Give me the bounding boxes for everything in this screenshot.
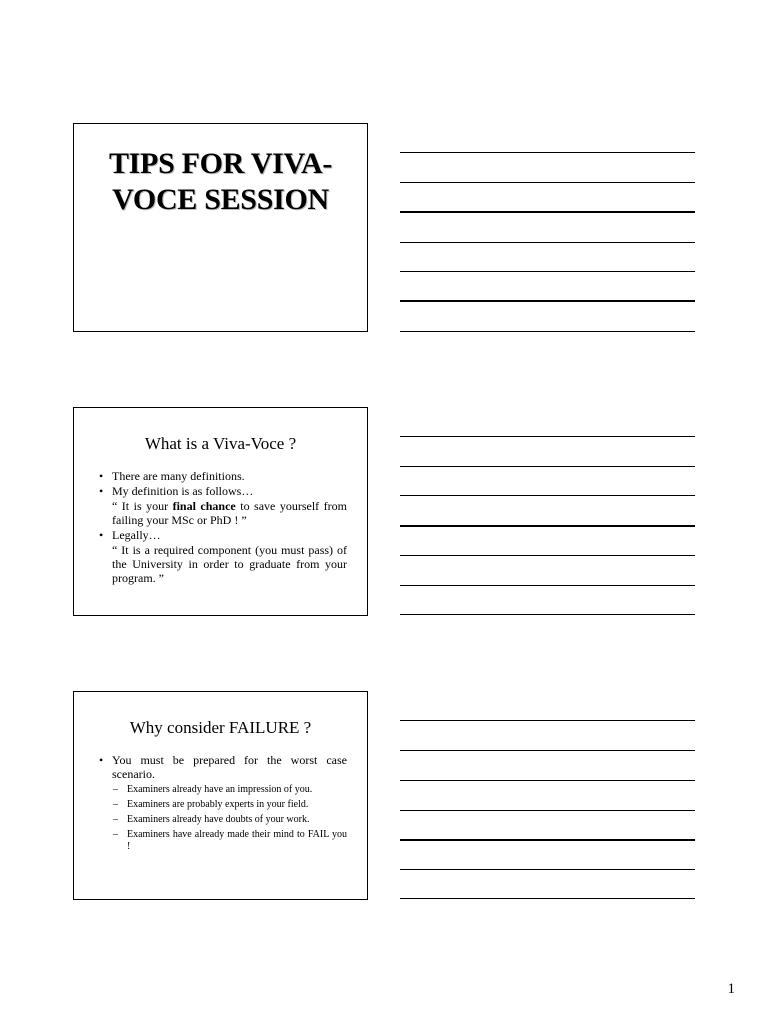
note-line: [400, 211, 695, 213]
slide-2-quote-2: “ It is a required component (you must pass) of the University in order to graduate from your program. ”: [112, 543, 347, 585]
note-line: [400, 495, 695, 496]
slide-1-title-line-1: TIPS FOR VIVA-: [108, 147, 333, 180]
note-line: [400, 271, 695, 272]
note-line: [400, 152, 695, 153]
note-line: [400, 750, 695, 751]
note-line: [400, 810, 695, 811]
note-line: [400, 525, 695, 527]
quote-1-pre: “ It is your: [112, 499, 173, 513]
slide-1-title: [74, 146, 367, 218]
slide-3-sub-1: – Examiners already have an impression of you.: [102, 784, 347, 796]
note-line: [400, 242, 695, 243]
note-line: [400, 614, 695, 615]
slide-3-sub-3: – Examiners already have doubts of your work.: [102, 814, 347, 826]
slide-2: [73, 407, 368, 616]
slide-1: [73, 123, 368, 332]
quote-1-post: to save yourself from failing your MSc or PhD ! ”: [112, 499, 347, 527]
slide-3-sub-4: – Examiners have already made their mind to FAIL you !: [102, 829, 347, 853]
slide-1-title-line-2: VOCE SESSION: [112, 183, 329, 216]
slide-2-heading: What is a Viva-Voce ?: [144, 434, 297, 453]
note-line: [400, 720, 695, 721]
note-line: [400, 331, 695, 332]
slide-2-bullet-1: • There are many definitions.: [102, 469, 347, 483]
note-line: [400, 780, 695, 781]
slide-3-bullet-1: • You must be prepared for the worst case scenario.: [102, 753, 347, 781]
note-line: [400, 898, 695, 899]
slide-3-heading: Why consider FAILURE ?: [129, 718, 312, 737]
slide-3-sub-2: – Examiners are probably experts in your field.: [102, 799, 347, 811]
note-line: [400, 182, 695, 183]
note-line: [400, 585, 695, 586]
note-line: [400, 466, 695, 467]
slide-3-body: [102, 753, 347, 853]
note-line: [400, 839, 695, 841]
note-line: [400, 555, 695, 556]
note-line: [400, 300, 695, 302]
slide-2-quote-1: [102, 499, 347, 527]
note-line: [400, 869, 695, 870]
page-number: 1: [727, 981, 735, 997]
slide-2-bullet-2: • My definition is as follows…: [102, 484, 347, 498]
slide-2-body: [102, 469, 347, 586]
slide-3: [73, 691, 368, 900]
quote-1-bold: final chance: [172, 499, 236, 513]
slide-2-bullet-3: • Legally…: [102, 528, 347, 542]
note-line: [400, 436, 695, 437]
